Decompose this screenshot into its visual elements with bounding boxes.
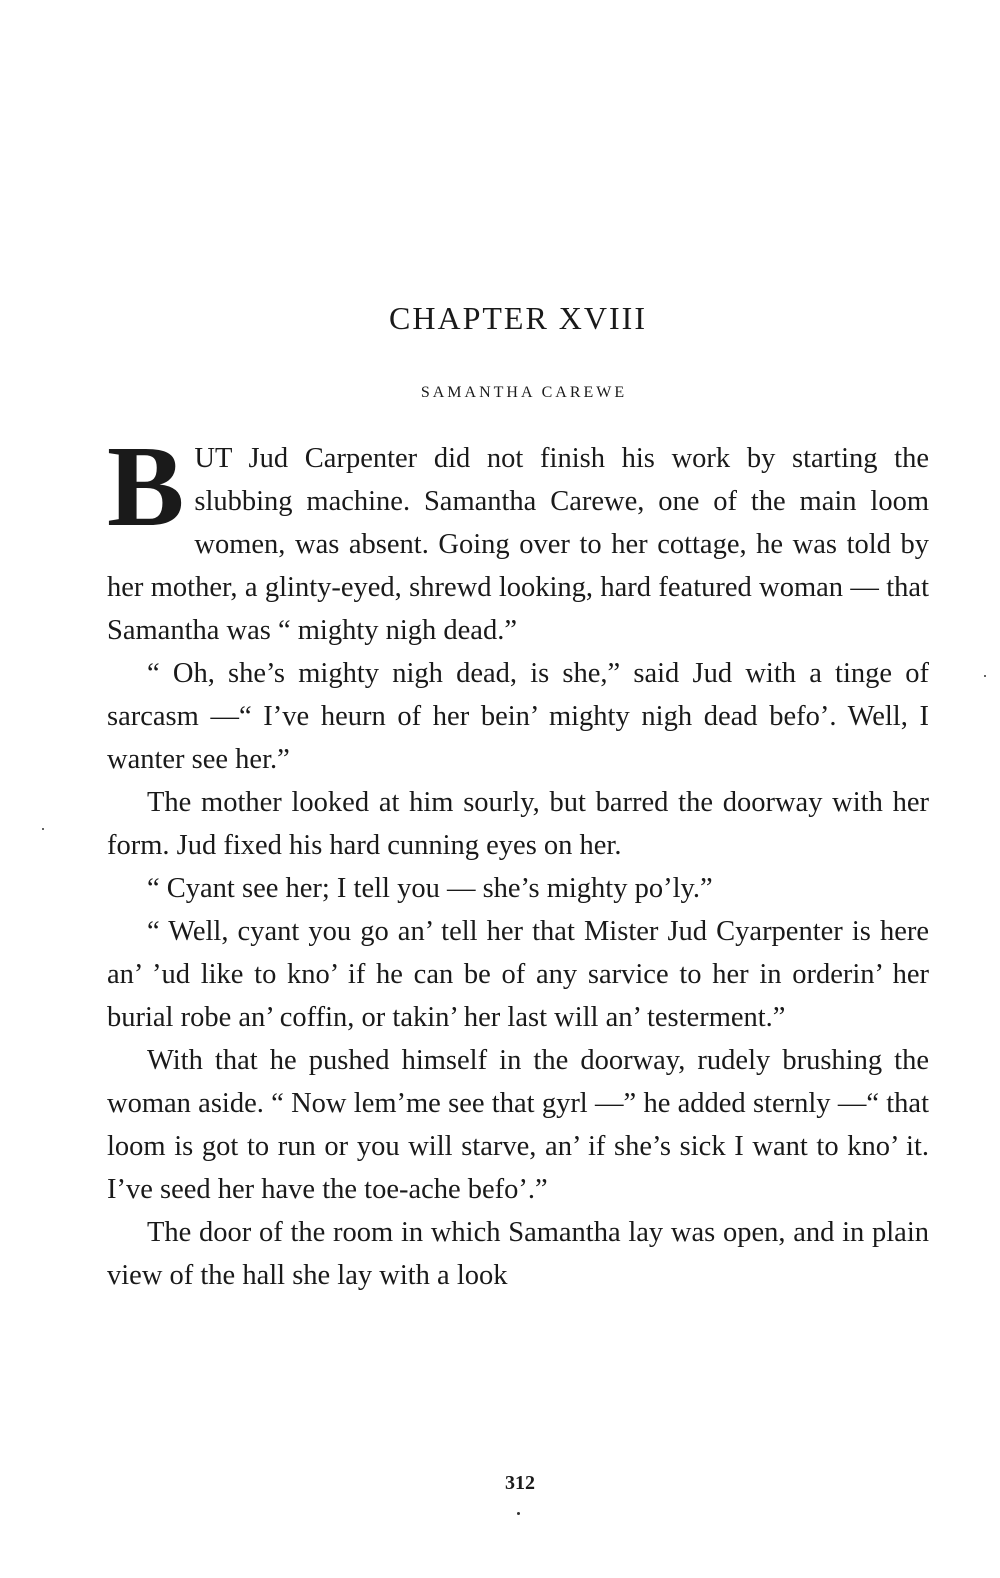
paragraph-1 — [107, 423, 929, 652]
print-speck — [517, 1512, 520, 1515]
paragraph-2: “ Oh, she’s mighty nigh dead, is she,” said Jud with a tinge of sarcasm —“ I’ve heurn of her bein’ mighty nigh dead befo’. Well, I wanter see her.” — [107, 658, 929, 775]
print-speck — [984, 675, 986, 677]
paragraph-4: “ Cyant see her; I tell you — she’s mighty po’ly.” — [147, 873, 713, 904]
print-speck — [42, 828, 44, 830]
paragraph-7: The door of the room in which Samantha lay was open, and in plain view of the hall she lay with a look — [107, 1217, 929, 1291]
paragraph-3: The mother looked at him sourly, but barred the doorway with her form. Jud fixed his hard cunning eyes on her. — [107, 787, 929, 861]
page-number: 312 — [505, 1472, 535, 1494]
paragraph-6: With that he pushed himself in the doorway, rudely brushing the woman aside. “ Now lem’me see that gyrl —” he added sternly —“ that loom is got to run or you will starve, an’ if she’s sick I want to kno’ it. I’ve seed her have the toe-ache befo’.” — [107, 1045, 929, 1205]
chapter-subtitle: SAMANTHA CAREWE — [420, 384, 628, 401]
paragraph-1-text: UT Jud Carpenter did not finish his work by starting the slubbing machine. Samantha Carewe, one of the main loom women, was absent. Going over to her cottage, he was told by her mother, a glinty-eyed, shrewd looking, hard featured woman — that Samantha was “ mighty nigh dead.” — [107, 443, 929, 646]
paragraph-5: “ Well, cyant you go an’ tell her that Mister Jud Cyarpenter is here an’ ’ud like to kno’ if he can be of any sarvice to her in orderin’ her burial robe an’ coffin, or takin’ her last will an’ testerment.” — [107, 916, 929, 1033]
drop-cap: B — [107, 423, 185, 551]
body-text — [107, 423, 929, 1297]
chapter-title: CHAPTER XVIII — [389, 300, 647, 336]
